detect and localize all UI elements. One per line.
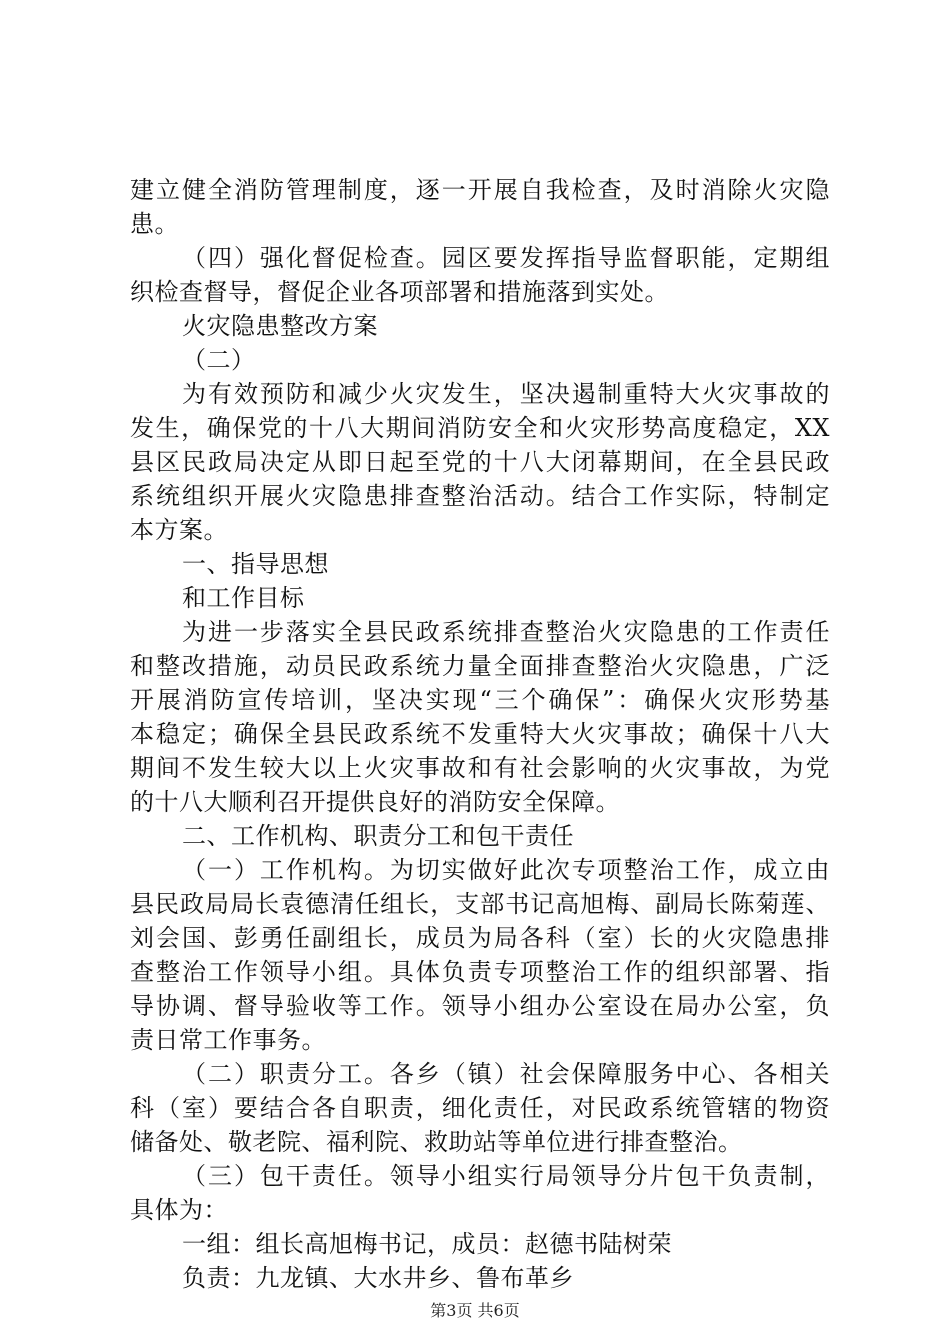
text-line: （二）: [182, 346, 256, 374]
text-line: 本方案。: [130, 516, 228, 544]
text-line: 为有效预防和减少火灾发生，坚决遏制重特大火灾事故的: [182, 380, 830, 408]
text-line: 织检查督导，督促企业各项部署和措施落到实处。: [130, 278, 669, 306]
text-line: 开展消防宣传培训，坚决实现“三个确保”：确保火灾形势基: [130, 686, 830, 714]
text-line: 科（室）要结合各自职责，细化责任，对民政系统管辖的物资: [130, 1094, 830, 1122]
text-line: 发生，确保党的十八大期间消防安全和火灾形势高度稳定，XX: [130, 414, 830, 442]
text-line: 具体为：: [130, 1196, 228, 1224]
text-line: （一）工作机构。为切实做好此次专项整治工作，成立由: [182, 856, 830, 884]
text-line: 负责：九龙镇、大水井乡、鲁布革乡: [182, 1264, 574, 1292]
text-line: 和整改措施，动员民政系统力量全面排查整治火灾隐患，广泛: [130, 652, 830, 680]
text-line: 系统组织开展火灾隐患排查整治活动。结合工作实际，特制定: [130, 482, 830, 510]
text-line: 刘会国、彭勇任副组长，成员为局各科（室）长的火灾隐患排: [130, 924, 830, 952]
text-line: 导协调、督导验收等工作。领导小组办公室设在局办公室，负: [130, 992, 830, 1020]
text-line: 的十八大顺利召开提供良好的消防安全保障。: [130, 788, 620, 816]
page-number: 第3页 共6页: [430, 1301, 520, 1320]
section-heading: 一、指导思想: [182, 550, 329, 578]
text-line: 为进一步落实全县民政系统排查整治火灾隐患的工作责任: [182, 618, 830, 646]
text-line: 期间不发生较大以上火灾事故和有社会影响的火灾事故，为党: [130, 754, 830, 782]
section-heading: 和工作目标: [182, 584, 305, 612]
text-line: 建立健全消防管理制度，逐一开展自我检查，及时消除火灾隐: [130, 176, 830, 204]
section-title: 火灾隐患整改方案: [182, 312, 378, 340]
section-heading: 二、工作机构、职责分工和包干责任: [182, 822, 574, 850]
text-line: 一组：组长高旭梅书记，成员：赵德书陆树荣: [182, 1230, 672, 1258]
text-line: （四）强化督促检查。园区要发挥指导监督职能，定期组: [182, 244, 830, 272]
text-line: 县民政局局长袁德清任组长，支部书记高旭梅、副局长陈菊莲、: [130, 890, 830, 918]
text-line: 县区民政局决定从即日起至党的十八大闭幕期间，在全县民政: [130, 448, 830, 476]
text-line: 本稳定；确保全县民政系统不发重特大火灾事故；确保十八大: [130, 720, 830, 748]
text-line: 查整治工作领导小组。具体负责专项整治工作的组织部署、指: [130, 958, 830, 986]
text-line: （二）职责分工。各乡（镇）社会保障服务中心、各相关: [182, 1060, 830, 1088]
text-line: （三）包干责任。领导小组实行局领导分片包干负责制，: [182, 1162, 830, 1190]
text-line: 患。: [130, 210, 179, 238]
text-line: 责日常工作事务。: [130, 1026, 326, 1054]
text-line: 储备处、敬老院、福利院、救助站等单位进行排查整治。: [130, 1128, 743, 1156]
